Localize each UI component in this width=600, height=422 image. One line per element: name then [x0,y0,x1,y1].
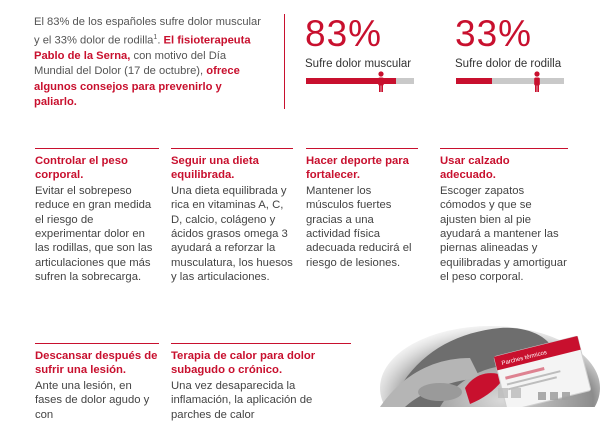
intro-text-day: con motivo del Día Mundial del Dolor (17 de octubre), [34,50,227,78]
stat-value: 83% [305,13,383,54]
tip-body: Una vez desaparecida la inflamación, la aplicación de parches de calor [171,379,313,421]
progress-bar-muscular [306,78,414,84]
stat-value: 33% [455,13,533,54]
divider-line [284,14,285,109]
tip-weight [35,148,159,285]
tip-rule [171,343,351,344]
stat-knee [455,14,575,70]
tip-body: Evitar el sobrepeso reduce en gran medida el riesgo de experimentar dolor en las rodillas, que son las articulaciones que más sufren la sobrecarga. [35,184,153,284]
intro-paragraph [34,15,264,110]
stat-muscular [305,14,425,70]
tip-rest [35,343,159,422]
tip-shoes [440,148,568,285]
tip-title: Usar calzado adecuado. [440,155,510,182]
tip-rule [171,148,293,149]
tip-body: Mantener los músculos fuertes gracias a una actividad física adecuada reducirá el riesgo de lesiones. [306,184,412,269]
person-icon [376,71,386,93]
person-icon [532,71,542,93]
intro-highlight-advice: ofrece algunos consejos para prevenirlo y paliarlo. [34,65,240,108]
tip-diet [171,148,293,285]
tip-title: Descansar después de sufrir una lesión. [35,350,158,377]
footnote-mark: 1 [153,34,158,42]
product-photo [380,318,600,407]
tip-title: Controlar el peso corporal. [35,155,128,182]
tip-rule [440,148,568,149]
tip-heat [171,343,351,422]
stat-label: Sufre dolor de rodilla [455,58,562,70]
tip-rule [35,343,159,344]
tip-rule [306,148,418,149]
intro-highlight-physio: El fisioterapeuta Pablo de la Serna, [34,34,251,63]
tip-sport [306,148,418,270]
tip-body: Una dieta equilibrada y rica en vitaminas A, C, D, calcio, colágeno y ácidos grasos omega 3 ayudará a reforzar la musculatura, los huesos y las articulaciones. [171,184,293,284]
stat-label: Sufre dolor muscular [305,58,412,70]
tip-title: Seguir una dieta equilibrada. [171,155,259,182]
intro-period: . [157,34,161,47]
tip-body: Ante una lesión, en fases de dolor agudo y con [35,379,150,421]
tip-rule [35,148,159,149]
tip-body: Escoger zapatos cómodos y que se ajusten bien al pie ayudará a mantener las piernas alineadas y equilibradas y amortiguar el peso corporal. [440,184,567,284]
tip-title: Hacer deporte para fortalecer. [306,155,409,182]
progress-bar-knee [456,78,564,84]
tip-title: Terapia de calor para dolor subagudo o crónico. [171,350,316,377]
intro-text: El 83% de los españoles sufre dolor muscular y el 33% dolor de rodilla [34,16,261,47]
bar-fill [456,78,492,84]
product-label: Parches térmicos [501,349,548,368]
